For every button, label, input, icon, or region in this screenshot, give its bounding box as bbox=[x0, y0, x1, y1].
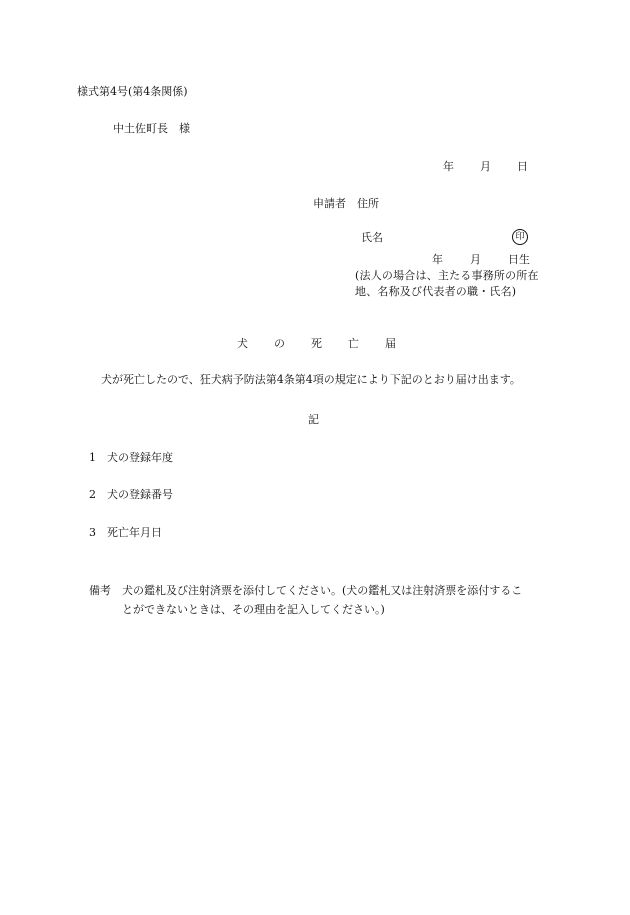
remarks-content bbox=[122, 581, 554, 619]
title-char: の bbox=[274, 337, 285, 350]
item-number: 2 bbox=[89, 488, 96, 501]
remarks-line-1: 犬の鑑札及び注射済票を添付してください。(犬の鑑札又は注射済票を添付するこ bbox=[122, 584, 523, 597]
date-day-label: 日 bbox=[517, 160, 528, 173]
date-month-label: 月 bbox=[480, 160, 491, 173]
form-number: 様式第4号(第4条関係) bbox=[77, 85, 188, 98]
birth-month-label: 月 bbox=[470, 253, 481, 266]
list-item bbox=[89, 488, 173, 502]
title-char: 届 bbox=[385, 337, 396, 350]
remarks-line-2: とができないときは、その理由を記入してください。) bbox=[122, 603, 385, 616]
addressee: 中土佐町長 様 bbox=[113, 122, 190, 135]
applicant-address-label: 申請者 住所 bbox=[313, 197, 379, 210]
title-char: 亡 bbox=[348, 337, 359, 350]
applicant-name-label: 氏名 bbox=[361, 231, 383, 244]
title-char: 死 bbox=[311, 337, 322, 350]
item-label: 死亡年月日 bbox=[107, 526, 162, 539]
document-title bbox=[237, 337, 396, 351]
birth-year-label: 年 bbox=[432, 253, 443, 266]
birth-date bbox=[432, 253, 530, 267]
item-number: 3 bbox=[89, 526, 96, 539]
body-text: 犬が死亡したので、狂犬病予防法第4条第4項の規定により下記のとおり届け出ます。 bbox=[101, 373, 521, 386]
date-year-label: 年 bbox=[443, 160, 454, 173]
item-label: 犬の登録番号 bbox=[107, 488, 173, 501]
submission-date bbox=[443, 160, 528, 174]
list-item bbox=[89, 451, 173, 465]
item-label: 犬の登録年度 bbox=[107, 451, 173, 464]
ki-heading: 記 bbox=[308, 413, 319, 426]
corporate-note: (法人の場合は、主たる事務所の所在地、名称及び代表者の職・氏名) bbox=[355, 269, 539, 298]
seal-icon: 印 bbox=[512, 229, 528, 245]
item-number: 1 bbox=[89, 451, 96, 464]
list-item bbox=[89, 526, 162, 540]
remarks-heading: 備考 bbox=[89, 584, 111, 597]
birth-day-label: 日生 bbox=[508, 253, 530, 266]
title-char: 犬 bbox=[237, 337, 248, 350]
